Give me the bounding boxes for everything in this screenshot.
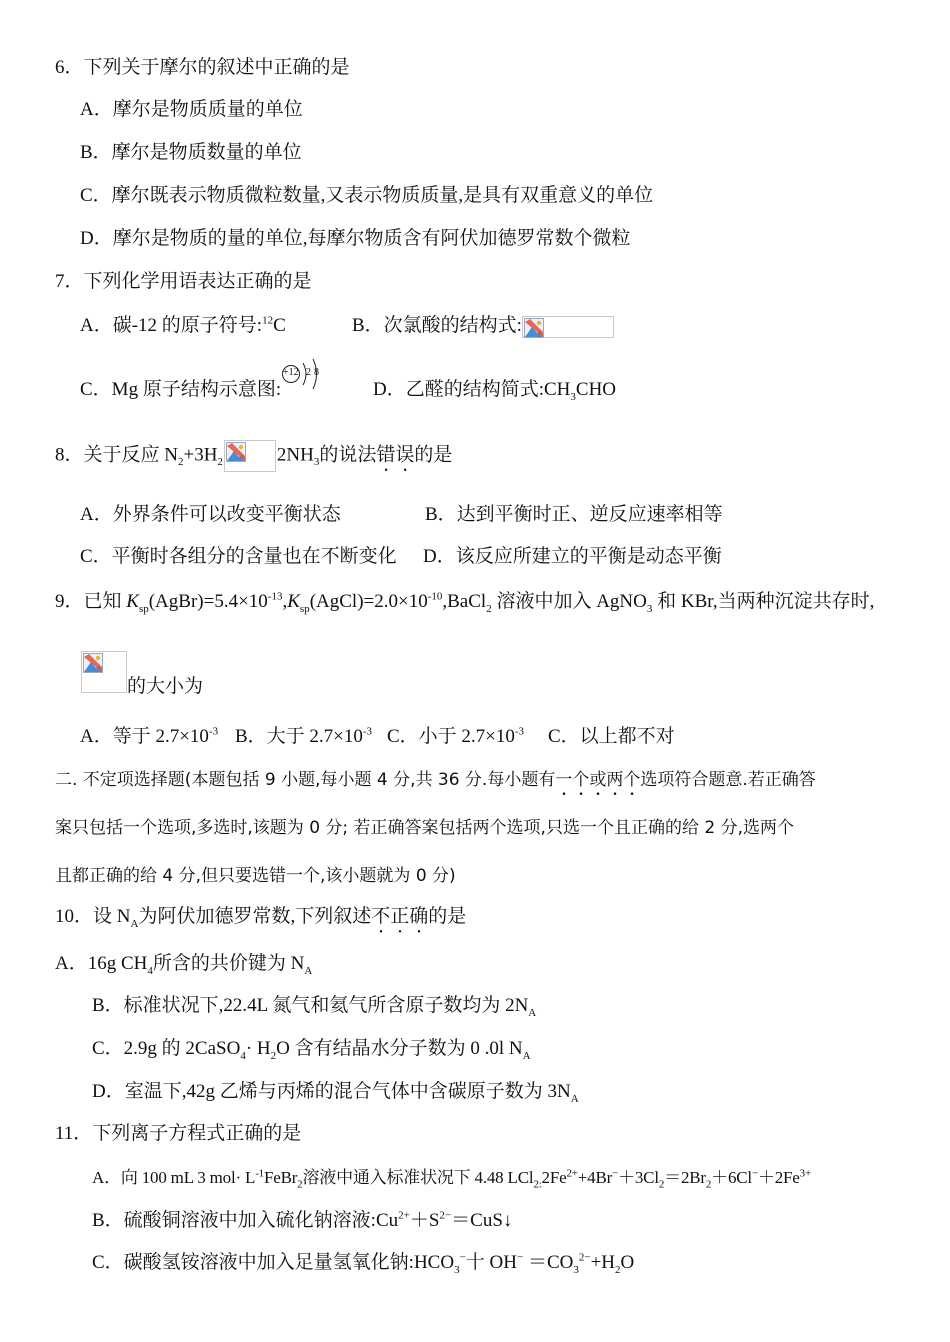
q10-option-b: B．标准状况下,22.4L 氮气和氦气所含原子数均为 $2N_A$ — [92, 995, 537, 1019]
q8-option-d: D．该反应所建立的平衡是动态平衡 — [423, 546, 722, 567]
q7-option-d: D．乙醛的结构简式$:CH_3CHO$ — [373, 379, 617, 403]
q9-option-c: C．小于 $2.7\times 10^{-3}$ — [387, 725, 525, 747]
q9-stem-cont: 的大小为 — [127, 676, 204, 697]
q10-option-c: C．2.9g 的 2CaSO$_4$· $H_2O$ 含有结晶水分子数为 0 .0l $N_A$ — [92, 1038, 531, 1062]
q9-option-b: B．大于 $2.7\times 10^{-3}$ — [235, 725, 373, 747]
q9-option-a: A．等于 $2.7\times 10^{-3}$ — [80, 725, 219, 747]
nucleus-label: +12 — [283, 367, 299, 378]
q6-option-b: B．摩尔是物质数量的单位 — [80, 142, 302, 163]
section2-instructions-line2: 案只包括一个选项,多选时,该题为 0 分; 若正确答案包括两个选项,只选一个且正确的给 2 分,选两个 — [55, 818, 794, 838]
q10-option-d: D．室温下,42g 乙烯与丙烯的混合气体中含碳原子数为 $3N_A$ — [92, 1081, 579, 1105]
q10-option-a: A．16g $CH_4$所含的共价键为 $N_A$ — [55, 953, 313, 977]
q8-stem: 8．关于反应 $N_2+3H_2$ $2NH_3$的说法错误的是 — [55, 440, 452, 476]
q6-option-d: D．摩尔是物质的量的单位,每摩尔物质含有阿伏加德罗常数个微粒 — [80, 228, 631, 249]
q7-option-a: A．碳-12 的原子符号:$^{12}$C — [80, 314, 286, 336]
section2-instructions-line3: 且都正确的给 4 分,但只要选错一个,该小题就为 0 分) — [55, 866, 456, 886]
q8-option-b: B．达到平衡时正、逆反应速率相等 — [425, 504, 723, 525]
broken-image-icon — [524, 318, 544, 338]
q7-option-b: B．次氯酸的结构式: — [352, 314, 614, 338]
q10-stem: 10．设 $N_A$为阿伏加德罗常数,下列叙述不正确的是 — [55, 906, 467, 930]
shell-2-label: 8 — [314, 367, 319, 378]
section2-instructions-line1: 二. 不定项选择题(本题包括 9 小题,每小题 4 分,共 36 分.每小题有一个或两个选项符合题意.若正确答 — [55, 770, 816, 790]
q9-option-d: C．以上都不对 — [548, 726, 675, 747]
q6-option-c: C．摩尔既表示物质微粒数量,又表示物质质量,是具有双重意义的单位 — [80, 185, 654, 206]
q6-option-a: A．摩尔是物质质量的单位 — [80, 99, 303, 120]
q9-stem: 9．已知 $K_{sp}(AgBr)=5.4\times 10^{-13},K_{sp}(AgCl)=2.0\times 10^{-10},BaCl_2$ 溶液中加入 AgNO$_3$ 和 KBr,当两种沉淀共存时, — [55, 590, 875, 615]
shell-1-label: 2 — [306, 367, 311, 378]
broken-image-icon — [83, 653, 103, 673]
q7-option-c: C．Mg 原子结构示意图: — [80, 379, 282, 400]
broken-image-icon — [226, 442, 246, 462]
q7-stem: 7．下列化学用语表达正确的是 — [55, 271, 312, 292]
reversible-arrow-image — [224, 440, 276, 472]
mg-atom-diagram — [280, 354, 324, 390]
q11-stem: 11．下列离子方程式正确的是 — [55, 1123, 302, 1144]
q6-stem: 6．下列关于摩尔的叙述中正确的是 — [55, 57, 350, 78]
q11-option-a: A．向 100 mL 3 $mol\cdot L^{-1}FeBr_2$溶液中通入标准状况下 4.48 $LCl_{2:}2Fe^{2+}+4Br^-+3Cl_2=2Br_2+6Cl^-+2Fe^{3+}$ — [92, 1167, 811, 1191]
q11-option-c: C．碳酸氢铵溶液中加入足量氢氧化钠$:HCO_3^-$十 $OH^- =CO_3^{2-}+H_2O$ — [92, 1251, 635, 1276]
ratio-expression-image — [81, 651, 127, 693]
q8-option-a: A．外界条件可以改变平衡状态 — [80, 504, 341, 525]
structure-formula-image — [522, 316, 614, 338]
q8-option-c: C．平衡时各组分的含量也在不断变化 — [80, 546, 397, 567]
q11-option-b: B．硫酸铜溶液中加入硫化钠溶液$:Cu^{2+}+S^{2-}=CuS↓$ — [92, 1209, 513, 1231]
